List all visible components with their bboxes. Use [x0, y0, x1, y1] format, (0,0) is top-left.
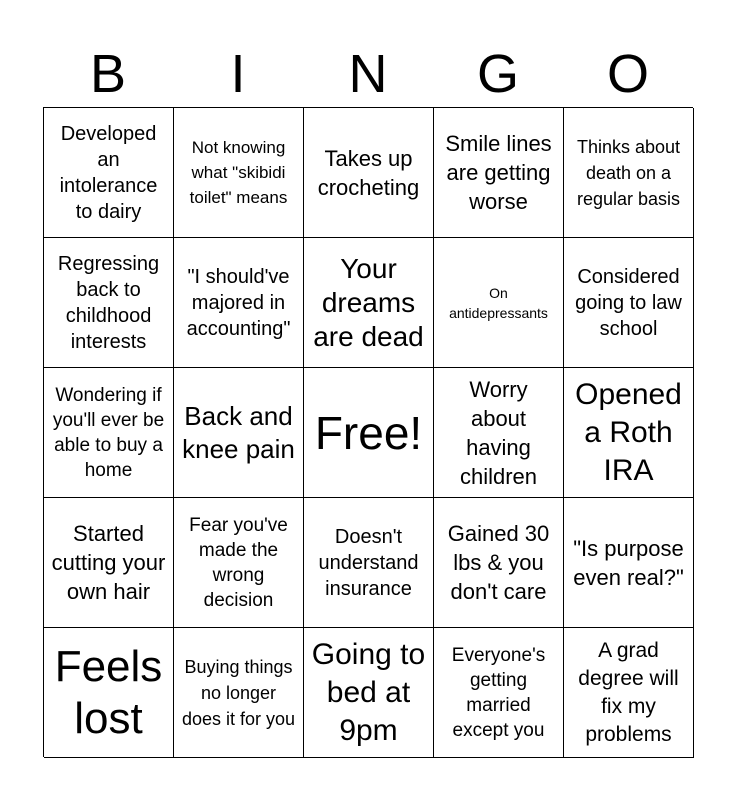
cell-text: Started cutting your own hair	[51, 521, 166, 604]
cell-text: "I should've majored in accounting"	[186, 265, 291, 340]
cell-text: A grad degree will fix my problems	[578, 638, 679, 746]
cell-text: Wondering if you'll ever be able to buy a home	[52, 384, 165, 481]
header-letter-g: G	[476, 44, 519, 104]
bingo-cell[interactable]	[304, 628, 434, 758]
bingo-header	[43, 40, 693, 108]
bingo-cell[interactable]	[434, 498, 564, 628]
bingo-cell[interactable]	[564, 108, 694, 238]
bingo-cell[interactable]	[44, 108, 174, 238]
cell-text: Developed an intolerance to dairy	[59, 122, 158, 223]
header-letter-n: N	[348, 44, 388, 104]
cell-text: Fear you've made the wrong decision	[189, 514, 288, 611]
cell-text: Back and knee pain	[182, 400, 295, 464]
cell-text: Smile lines are getting worse	[445, 131, 552, 214]
bingo-cell[interactable]	[174, 368, 304, 498]
bingo-cell[interactable]	[304, 108, 434, 238]
cell-text: Buying things no longer does it for you	[181, 656, 296, 729]
bingo-cell[interactable]	[174, 628, 304, 758]
cell-text: Doesn't understand insurance	[318, 525, 419, 600]
cell-text: Feels lost	[54, 641, 163, 743]
bingo-cell[interactable]	[564, 368, 694, 498]
cell-text: Takes up crocheting	[317, 145, 420, 200]
cell-text: Opened a Roth IRA	[575, 377, 682, 487]
bingo-cell[interactable]	[304, 498, 434, 628]
cell-text: Worry about having children	[459, 376, 538, 489]
bingo-cell[interactable]	[434, 238, 564, 368]
bingo-cell[interactable]	[434, 628, 564, 758]
cell-text: Thinks about death on a regular basis	[576, 136, 681, 209]
bingo-cell[interactable]	[174, 498, 304, 628]
header-letter-o: O	[606, 44, 649, 104]
cell-text: Everyone's getting married except you	[451, 644, 546, 741]
bingo-cell[interactable]	[44, 368, 174, 498]
bingo-cell[interactable]	[44, 238, 174, 368]
header-letter-b: B	[89, 44, 127, 104]
cell-text: Your dreams are dead	[313, 252, 424, 352]
bingo-cell[interactable]	[304, 368, 434, 498]
cell-text: Gained 30 lbs & you don't care	[447, 521, 550, 604]
cell-text: Regressing back to childhood interests	[57, 252, 160, 353]
cell-text: Free!	[314, 406, 423, 459]
cell-text: On antidepressants	[449, 284, 548, 321]
bingo-cell[interactable]	[564, 238, 694, 368]
cell-text: Considered going to law school	[575, 265, 682, 340]
bingo-board	[43, 107, 693, 757]
bingo-cell[interactable]	[304, 238, 434, 368]
bingo-cell[interactable]	[44, 498, 174, 628]
cell-text: Going to bed at 9pm	[311, 637, 426, 747]
bingo-cell[interactable]	[564, 628, 694, 758]
bingo-cell[interactable]	[434, 368, 564, 498]
header-letter-i: I	[230, 44, 246, 104]
cell-text: Not knowing what "skibidi toilet" means	[189, 138, 288, 207]
cell-text: "Is purpose even real?"	[573, 535, 684, 590]
bingo-cell[interactable]	[174, 238, 304, 368]
bingo-cell[interactable]	[174, 108, 304, 238]
bingo-cell[interactable]	[564, 498, 694, 628]
bingo-cell[interactable]	[434, 108, 564, 238]
bingo-cell[interactable]	[44, 628, 174, 758]
